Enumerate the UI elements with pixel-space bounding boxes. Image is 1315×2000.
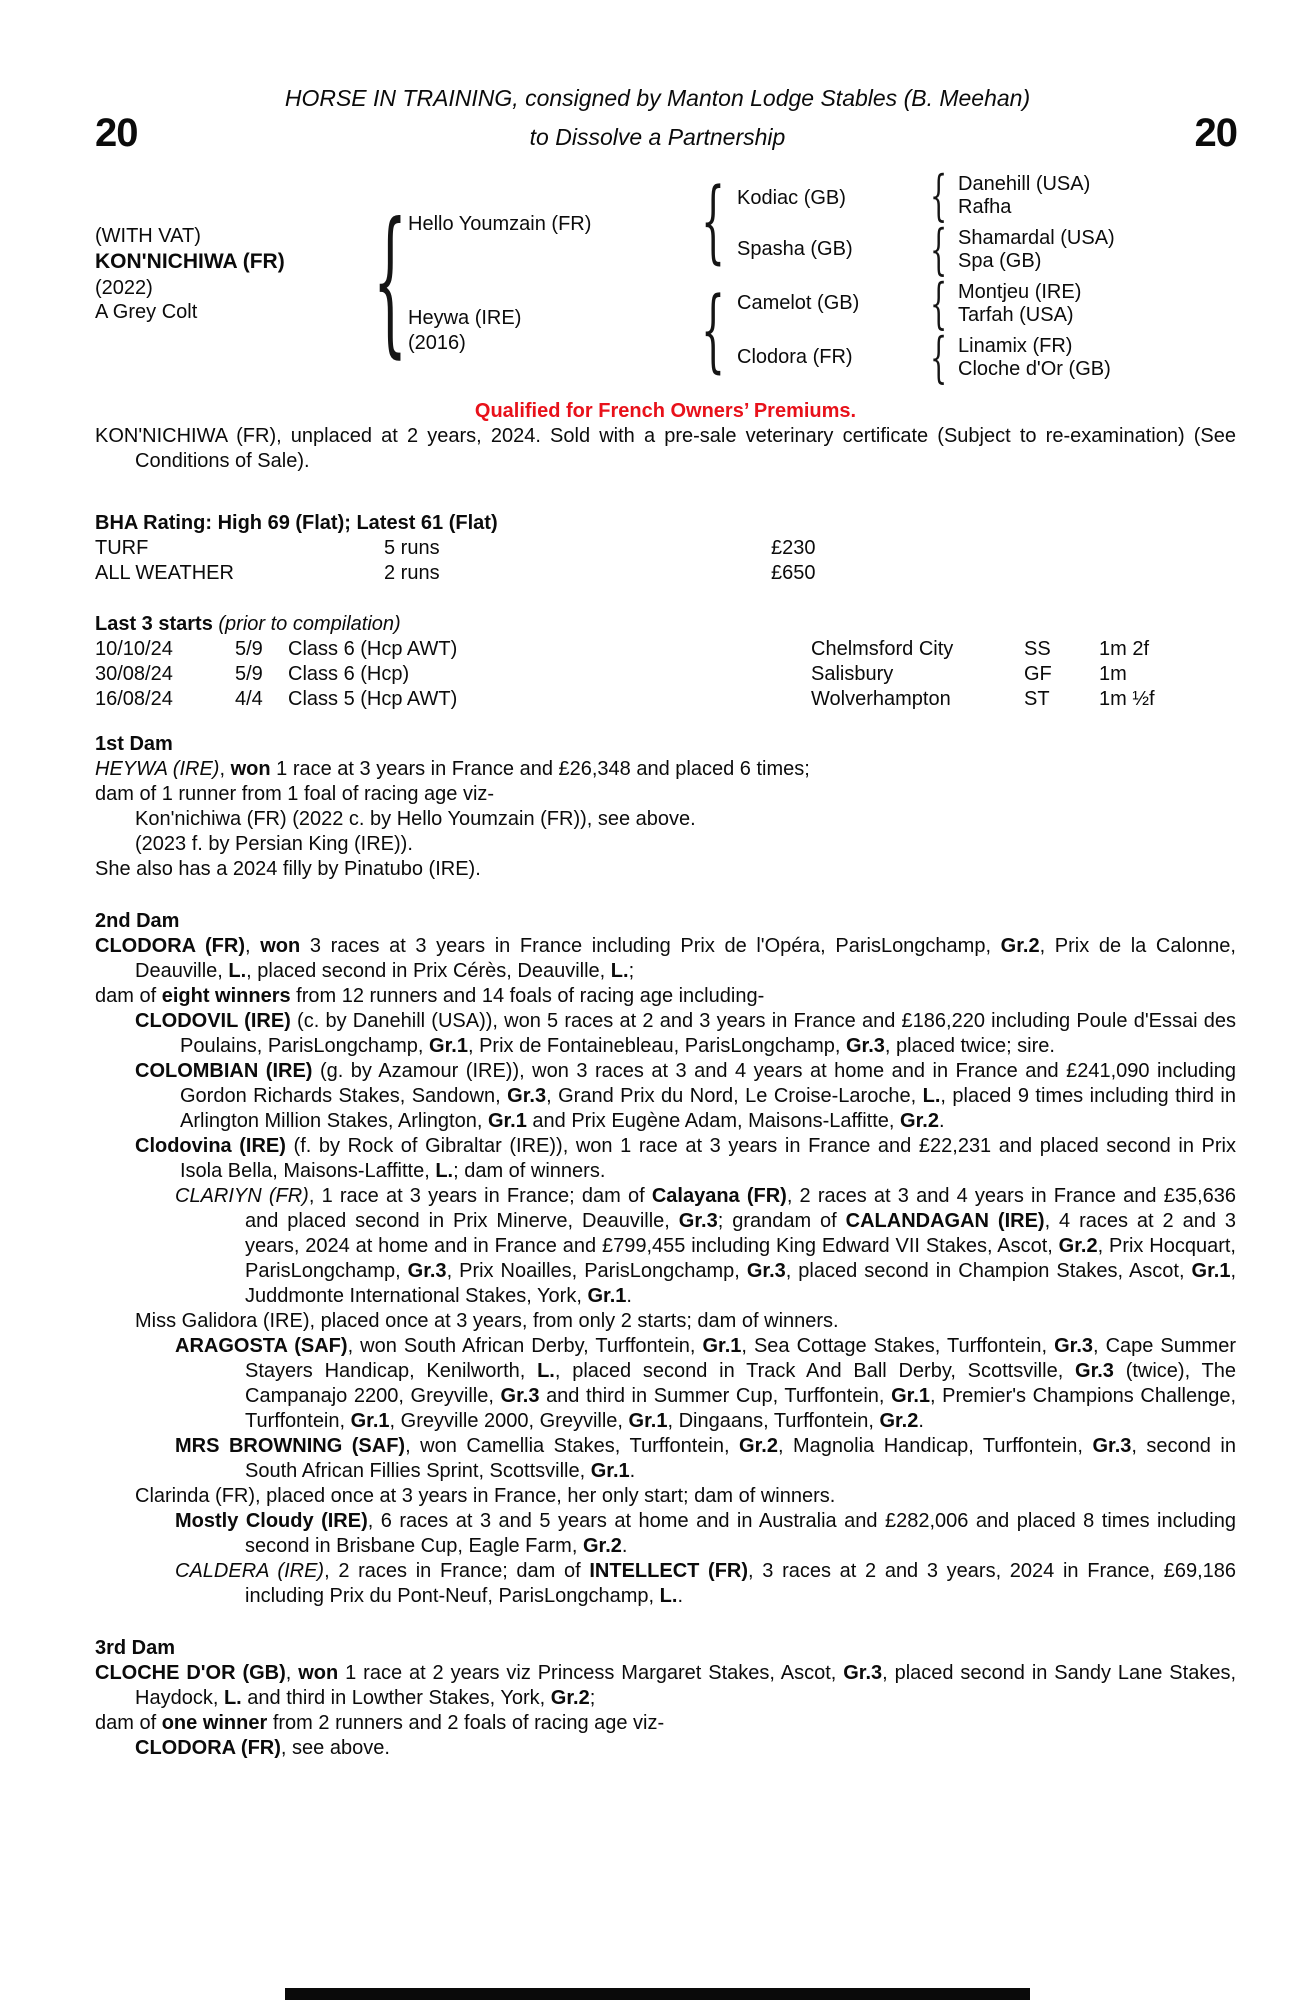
- pedigree-brace-gg1: [930, 169, 947, 223]
- pedigree-table: [95, 170, 1236, 399]
- race-start-row: [95, 637, 1236, 662]
- race-position: 5/9: [235, 663, 263, 685]
- race-date: 30/08/24: [95, 663, 173, 685]
- pedigree-paragraph: Clarinda (FR), placed once at 3 years in France, her only start; dam of winners.: [135, 1485, 836, 1507]
- race-start-row: [95, 662, 1236, 687]
- pedigree-paragraph: Mostly Cloudy (IRE), 6 races at 3 and 5 years at home and in Australia and £282,006 and placed 8 times including second in Brisbane Cup, Eagle Farm, Gr.2.: [175, 1510, 1236, 1557]
- race-going: SS: [1024, 638, 1051, 660]
- pedigree-paragraph: CLARIYN (FR), 1 race at 3 years in France; dam of Calayana (FR), 2 races at 3 and 4 years in France and £35,636 and placed second in Prix Minerve, Deauville, Gr.3; grandam of CALANDAGAN (IRE), 4 races at 2 and 3 years, 2024 at home and in France and £799,455 including King Edward VII Stakes, Ascot, Gr.2, Prix Hocquart, ParisLongchamp, Gr.3, Prix Noailles, ParisLongchamp, Gr.3, placed second in Champion Stakes, Ascot, Gr.1, Juddmonte International Stakes, York, Gr.1.: [175, 1185, 1237, 1307]
- pedigree-paragraph: CLOCHE D'OR (GB), won 1 race at 2 years viz Princess Margaret Stakes, Ascot, Gr.3, placed second in Sandy Lane Stakes, Haydock, L. and third in Lowther Stakes, York, Gr.2;: [95, 1662, 1236, 1709]
- sire-name: Hello Youmzain (FR): [408, 213, 592, 235]
- race-date: 10/10/24: [95, 638, 173, 660]
- race-going: GF: [1024, 663, 1052, 685]
- lot-number-right: 20: [1194, 111, 1237, 155]
- last-starts-rows: [95, 637, 1236, 712]
- bha-runs: 5 runs: [384, 537, 440, 559]
- race-distance: 1m: [1099, 663, 1127, 685]
- pedigree-paragraph: (2023 f. by Persian King (IRE)).: [135, 833, 413, 855]
- dam-sections: [95, 732, 1236, 1761]
- great-grandparent: Tarfah (USA): [958, 304, 1074, 326]
- bha-heading: BHA Rating: High 69 (Flat); Latest 61 (Flat): [95, 512, 498, 534]
- dam-year: (2016): [408, 332, 466, 354]
- last-starts-block: [95, 612, 1236, 712]
- race-track: Wolverhampton: [811, 688, 951, 710]
- pedigree-brace-gg2: [930, 223, 947, 277]
- race-start-row: [95, 687, 1236, 712]
- pedigree-paragraph: Clodovina (IRE) (f. by Rock of Gibraltar (IRE)), won 1 race at 3 years in France and £22,231 and placed second in Prix Isola Bella, Maisons-Laffitte, L.; dam of winners.: [135, 1135, 1237, 1182]
- foaling-year: (2022): [95, 277, 153, 299]
- sire-sire: Kodiac (GB): [737, 187, 846, 209]
- great-grandparent: Spa (GB): [958, 250, 1042, 272]
- bha-surface: ALL WEATHER: [95, 562, 234, 584]
- race-distance: 1m 2f: [1099, 638, 1150, 660]
- dam-section: [95, 1636, 1236, 1761]
- pedigree-paragraph: CLODORA (FR), see above.: [135, 1737, 390, 1759]
- bha-rows: [95, 536, 1236, 586]
- pedigree-paragraph: CALDERA (IRE), 2 races in France; dam of INTELLECT (FR), 3 races at 2 and 3 years, 2024 in France, £69,186 including Prix du Pont-Neuf, ParisLongchamp, L..: [175, 1560, 1237, 1607]
- race-going: ST: [1024, 688, 1050, 710]
- race-position: 4/4: [235, 688, 263, 710]
- pedigree-paragraph: Kon'nichiwa (FR) (2022 c. by Hello Youmzain (FR)), see above.: [135, 808, 696, 830]
- pedigree-paragraph: MRS BROWNING (SAF), won Camellia Stakes, Turffontein, Gr.2, Magnolia Handicap, Turffontein, Gr.3, second in South African Fillies Sprint, Scottsville, Gr.1.: [175, 1435, 1236, 1482]
- race-distance: 1m ½f: [1099, 688, 1155, 710]
- pedigree-paragraph: CLODORA (FR), won 3 races at 3 years in France including Prix de l'Opéra, ParisLongchamp, Gr.2, Prix de la Calonne, Deauville, L., placed second in Prix Cérès, Deauville, L.;: [95, 935, 1236, 982]
- section-paragraphs: [95, 757, 1236, 882]
- pedigree-paragraph: dam of eight winners from 12 runners and 14 foals of racing age including-: [95, 985, 765, 1007]
- sire-dam: Spasha (GB): [737, 238, 853, 260]
- race-track: Salisbury: [811, 663, 894, 685]
- last-starts-title: Last 3 starts: [95, 613, 219, 635]
- great-grandparent: Rafha: [958, 196, 1012, 218]
- pedigree-paragraph: COLOMBIAN (IRE) (g. by Azamour (IRE)), won 3 races at 3 and 4 years at home and in France and £241,090 including Gordon Richards Stakes, Sandown, Gr.3, Grand Prix du Nord, Le Croise-Laroche, L., placed 9 times including third in Arlington Million Stakes, Arlington, Gr.1 and Prix Eugène Adam, Maisons-Laffitte, Gr.2.: [135, 1060, 1237, 1132]
- race-track: Chelmsford City: [811, 638, 954, 660]
- great-grandparent: Montjeu (IRE): [958, 281, 1082, 303]
- bha-runs: 2 runs: [384, 562, 440, 584]
- scan-artifact-bar: [285, 1988, 1030, 2000]
- pedigree-paragraph: HEYWA (IRE), won 1 race at 3 years in France and £26,348 and placed 6 times;: [95, 758, 810, 780]
- bha-surface: TURF: [95, 537, 149, 559]
- pedigree-paragraph: ARAGOSTA (SAF), won South African Derby, Turffontein, Gr.1, Sea Cottage Stakes, Turffontein, Gr.3, Cape Summer Stayers Handicap, Kenilworth, L., placed second in Track And Ball Derby, Scottsville, Gr.3 (twice), The Campanajo 2200, Greyville, Gr.3 and third in Summer Cup, Turffontein, Gr.1, Premier's Champions Challenge, Turffontein, Gr.1, Greyville 2000, Greyville, Gr.1, Dingaans, Turffontein, Gr.2.: [175, 1335, 1237, 1432]
- section-title: 2nd Dam: [95, 910, 180, 932]
- pedigree-paragraph: dam of 1 runner from 1 foal of racing age viz-: [95, 783, 495, 805]
- race-position: 5/9: [235, 638, 263, 660]
- section-paragraphs: [95, 1661, 1236, 1761]
- sale-condition-line: to Dissolve a Partnership: [529, 124, 786, 150]
- great-grandparent: Cloche d'Or (GB): [958, 358, 1111, 380]
- race-class: Class 6 (Hcp AWT): [288, 638, 458, 660]
- last-starts-heading: [95, 612, 1236, 637]
- great-grandparent: Shamardal (USA): [958, 227, 1115, 249]
- race-class: Class 5 (Hcp AWT): [288, 688, 458, 710]
- bha-earnings: £230: [771, 537, 816, 559]
- colour-sex-line: A Grey Colt: [95, 301, 198, 323]
- bha-row: [95, 536, 1236, 561]
- pedigree-paragraph: dam of one winner from 2 runners and 2 foals of racing age viz-: [95, 1712, 665, 1734]
- pedigree-brace-gg4: [930, 331, 947, 385]
- bha-earnings: £650: [771, 562, 816, 584]
- pedigree-paragraph: CLODOVIL (IRE) (c. by Danehill (USA)), won 5 races at 2 and 3 years in France and £186,220 including Poule d'Essai des Poulains, ParisLongchamp, Gr.1, Prix de Fontainebleau, ParisLongchamp, Gr.3, placed twice; sire.: [135, 1010, 1237, 1057]
- race-class: Class 6 (Hcp): [288, 663, 410, 685]
- pedigree-paragraph: She also has a 2024 filly by Pinatubo (IRE).: [95, 858, 481, 880]
- pedigree-brace-gg3: [930, 277, 947, 331]
- pedigree-brace-dam: [701, 286, 725, 376]
- vat-note: (WITH VAT): [95, 225, 201, 247]
- dam-section: [95, 732, 1236, 882]
- premium-note: Qualified for French Owners’ Premiums.: [474, 400, 857, 422]
- pedigree-paragraph: Miss Galidora (IRE), placed once at 3 years, from only 2 starts; dam of winners.: [135, 1310, 839, 1332]
- catalogue-body: [95, 399, 1236, 1761]
- bha-row: [95, 561, 1236, 586]
- pedigree-brace-main: [373, 202, 407, 360]
- great-grandparent: Danehill (USA): [958, 173, 1091, 195]
- dam-sire: Camelot (GB): [737, 292, 860, 314]
- great-grandparent: Linamix (FR): [958, 335, 1073, 357]
- section-title: 1st Dam: [95, 733, 173, 755]
- lot-number-left: 20: [95, 111, 138, 155]
- section-title: 3rd Dam: [95, 1637, 176, 1659]
- dam-name: Heywa (IRE): [408, 307, 522, 329]
- consignor-line: HORSE IN TRAINING, consigned by Manton Lodge Stables (B. Meehan): [284, 85, 1031, 111]
- section-paragraphs: [95, 934, 1236, 1609]
- bha-rating-block: [95, 511, 1236, 586]
- horse-name: KON'NICHIWA (FR): [95, 250, 285, 273]
- intro-paragraph: KON'NICHIWA (FR), unplaced at 2 years, 2024. Sold with a pre-sale veterinary certificate (Subject to re-examination) (See Conditions of Sale).: [95, 425, 1236, 472]
- race-date: 16/08/24: [95, 688, 173, 710]
- dam-section: [95, 909, 1236, 1609]
- pedigree-brace-sire: [701, 177, 725, 267]
- last-starts-note: (prior to compilation): [218, 613, 401, 635]
- dam-dam: Clodora (FR): [737, 346, 853, 368]
